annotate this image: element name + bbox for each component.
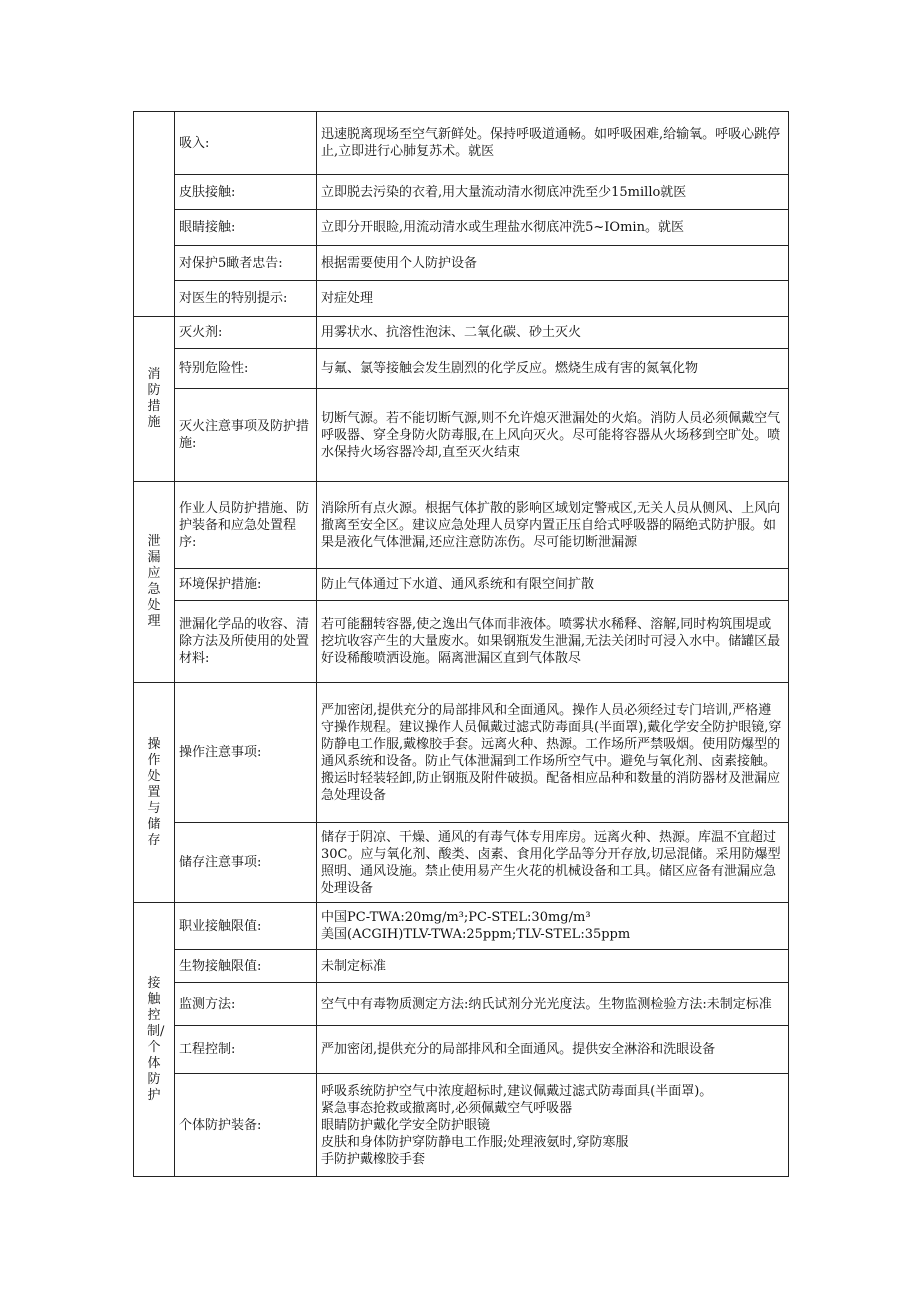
occ-limit-line: 中国PC-TWA:20mg/m³;PC-STEL:30mg/m³ [321,910,591,925]
table-row [134,317,789,349]
leak-personnel-label: 作业人员防护措施、防护装备和应急处置程序: [175,482,317,569]
table-row [134,569,789,601]
leak-env-value: 防止气体通过下水道、通风系统和有限空间扩散 [317,569,789,601]
table-row [134,950,789,983]
ppe-line: 眼睛防护戴化学安全防护眼镜 [321,1117,491,1133]
table-row [134,389,789,482]
fire-category [134,317,175,482]
occ-limit-label: 职业接触限值: [175,903,317,950]
ppe-line: 皮肤和身体防护穿防静电工作服;处理液氨时,穿防寒服 [321,1134,629,1150]
table-row [134,1026,789,1074]
eye-value: 立即分开眼睑,用流动清水或生理盐水彻底冲洗5~IOmin。就医 [317,210,789,246]
fire-hazard-value: 与氟、氯等接触会发生剧烈的化学反应。燃烧生成有害的氮氧化物 [317,349,789,389]
leak-cleanup-label: 泄漏化学品的收容、清除方法及所使用的处置材料: [175,601,317,683]
ppe-line: 呼吸系统防护空气中浓度超标时,建议佩戴过滤式防毒面具(半面罩)。 [321,1083,713,1099]
monitor-label: 监测方法: [175,983,317,1026]
bio-limit-label: 生物接触限值: [175,950,317,983]
table-row [134,175,789,210]
table-row [134,1074,789,1177]
skin-label: 皮肤接触: [175,175,317,210]
occ-limit-value [317,903,789,950]
msds-table [133,111,789,1177]
first-aid-category [134,112,175,317]
table-row [134,246,789,281]
ppe-label: 个体防护装备: [175,1074,317,1177]
storage-label: 储存注意事项: [175,823,317,903]
ppe-value [317,1074,789,1177]
operation-value: 严加密闭,提供充分的局部排风和全面通风。操作人员必须经过专门培训,严格遵守操作规程。建议操作人员佩戴过滤式防毒面具(半面罩),戴化学安全防护眼镜,穿防静电工作服,戴橡胶手套。远离火种、热源。工作场所严禁吸烟。使用防爆型的通风系统和设备。防止气体泄漏到工作场所空气中。避免与氧化剂、卤素接触。搬运时轻装轻卸,防止钢瓶及附件破损。配备相应品种和数量的消防器材及泄漏应急处理设备 [317,683,789,823]
leak-category [134,482,175,683]
table-row [134,210,789,246]
table-row [134,683,789,823]
fire-category-label: 消防措施 [147,367,161,430]
table-row [134,349,789,389]
leak-category-label: 泄漏应急处理 [147,534,161,629]
handling-category-label: 操作处置与储存 [147,736,161,848]
table-row [134,482,789,569]
exposure-category [134,903,175,1177]
exposure-category-label: 接触控制/个体防护 [147,975,165,1103]
doctor-value: 对症处理 [317,281,789,317]
protect-label: 对保护5瞰者忠告: [175,246,317,281]
eng-control-label: 工程控制: [175,1026,317,1074]
eng-control-value: 严加密闭,提供充分的局部排风和全面通风。提供安全淋浴和洗眼设备 [317,1026,789,1074]
handling-category [134,683,175,903]
table-row [134,601,789,683]
table-row [134,983,789,1026]
eye-label: 眼睛接触: [175,210,317,246]
fire-agent-value: 用雾状水、抗溶性泡沫、二氧化碳、砂土灭火 [317,317,789,349]
monitor-value: 空气中有毒物质测定方法:纳氏试剂分光光度法。生物监测检验方法:未制定标准 [317,983,789,1026]
bio-limit-value: 未制定标准 [317,950,789,983]
table-row [134,281,789,317]
fire-notes-value: 切断气源。若不能切断气源,则不允许熄灭泄漏处的火焰。消防人员必须佩戴空气呼吸器、穿全身防火防毒服,在上风向灭火。尽可能将容器从火场移到空旷处。喷水保持火场容器冷却,直至灭火结束 [317,389,789,482]
fire-agent-label: 灭火剂: [175,317,317,349]
ppe-line: 手防护戴橡胶手套 [321,1151,426,1167]
skin-value: 立即脱去污染的衣着,用大量流动清水彻底冲洗至少15millo就医 [317,175,789,210]
table-row [134,903,789,950]
table-row [134,823,789,903]
leak-cleanup-value: 若可能翻转容器,使之逸出气体而非液体。喷雾状水稀释、溶解,同时构筑围堤或挖坑收容产生的大量废水。如果钢瓶发生泄漏,无法关闭时可浸入水中。储罐区最好设稀酸喷洒设施。隔离泄漏区直到气体散尽 [317,601,789,683]
leak-env-label: 环境保护措施: [175,569,317,601]
inhale-label: 吸入: [175,112,317,175]
operation-label: 操作注意事项: [175,683,317,823]
protect-value: 根据需要使用个人防护设备 [317,246,789,281]
fire-hazard-label: 特别危险性: [175,349,317,389]
ppe-line: 紧急事态抢救或撤离时,必须佩戴空气呼吸器 [321,1100,573,1116]
occ-limit-line: 美国(ACGIH)TLV-TWA:25ppm;TLV-STEL:35ppm [321,927,631,942]
doctor-label: 对医生的特别提示: [175,281,317,317]
storage-value: 储存于阴凉、干燥、通风的有毒气体专用库房。远离火种、热源。库温不宜超过30C。应与氧化剂、酸类、卤素、食用化学品等分开存放,切忌混储。采用防爆型照明、通风设施。禁止使用易产生火花的机械设备和工具。储区应备有泄漏应急处理设备 [317,823,789,903]
fire-notes-label: 灭火注意事项及防护措施: [175,389,317,482]
inhale-value: 迅速脱离现场至空气新鲜处。保持呼吸道通畅。如呼吸困难,给输氧。呼吸心跳停止,立即进行心肺复苏术。就医 [317,112,789,175]
table-row [134,112,789,175]
leak-personnel-value: 消除所有点火源。根据气体扩散的影响区域划定警戒区,无关人员从侧风、上风向撤离至安全区。建议应急处理人员穿内置正压自给式呼吸器的隔绝式防护服。如果是液化气体泄漏,还应注意防冻伤。尽可能切断泄漏源 [317,482,789,569]
